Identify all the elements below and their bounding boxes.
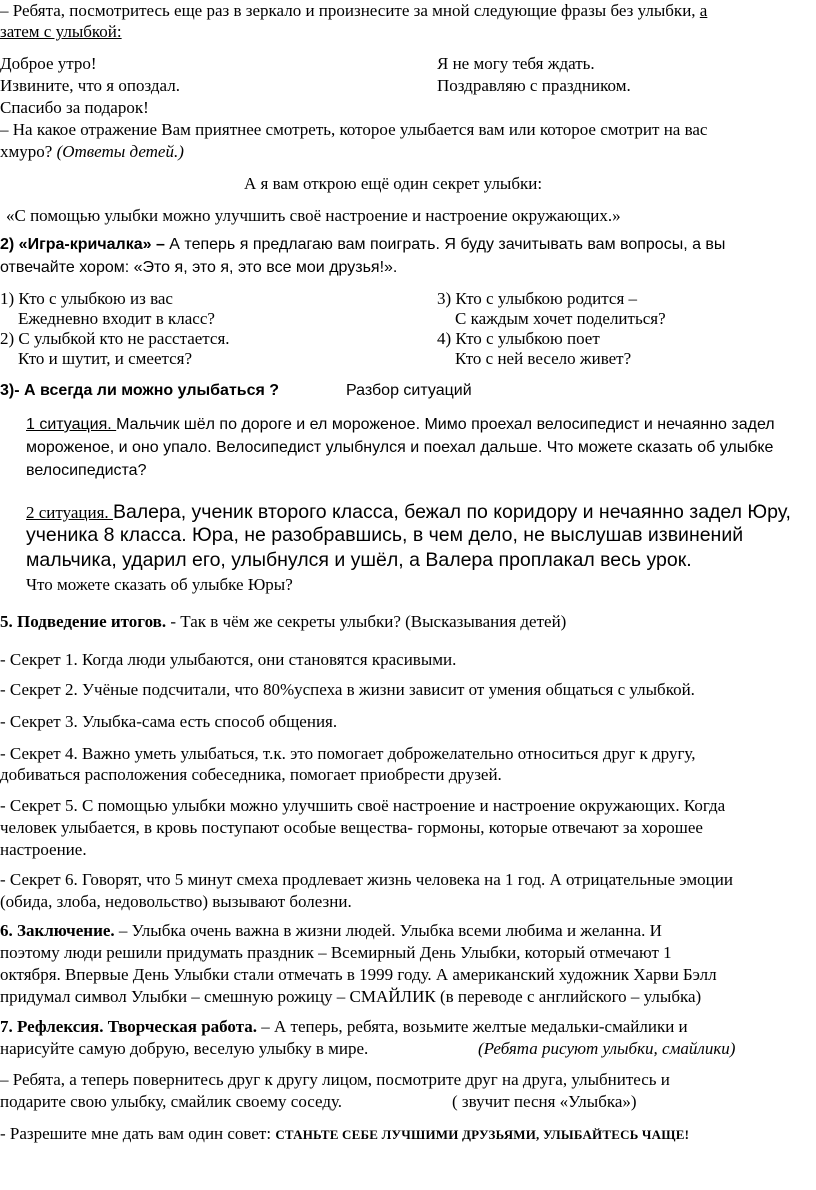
secret-intro: А я вам открою ещё один секрет улыбки: bbox=[244, 174, 543, 193]
phrase-left-2: Извините, что я опоздал. bbox=[0, 76, 180, 95]
situation2-line-1 bbox=[26, 500, 791, 524]
situation1-label: 1 ситуация. bbox=[26, 416, 117, 433]
secret-6-line-2: (обида, злоба, недовольство) вызывают болезни. bbox=[0, 892, 352, 911]
closing-line-1: – Ребята, а теперь повернитесь друг к другу лицом, посмотрите друг на друга, улыбнитесь и bbox=[0, 1070, 670, 1089]
question-left-1: 1) Кто с улыбкою из вас bbox=[0, 289, 173, 308]
secret-6-line-1: - Секрет 6. Говорят, что 5 минут смеха продлевает жизнь человека на 1 год. А отрицательные эмоции bbox=[0, 870, 733, 889]
question-right-3: 4) Кто с улыбкою поет bbox=[437, 329, 600, 348]
intro-line-2: затем с улыбкой: bbox=[0, 22, 122, 41]
section7-line-2: нарисуйте самую добрую, веселую улыбку в мире. bbox=[0, 1039, 369, 1058]
section7-line-1 bbox=[0, 1017, 688, 1037]
situation1-line-2: мороженое, и оно упало. Велосипедист улыбнулся и поехал дальше. Что можете сказать об улыбке bbox=[26, 439, 774, 456]
question-right-1: 3) Кто с улыбкою родится – bbox=[437, 289, 638, 308]
section6-line-4: придумал символ Улыбки – смешную рожицу – СМАЙЛИК (в переводе с английского – улыбка) bbox=[0, 987, 702, 1006]
section5-line bbox=[0, 612, 566, 632]
section6-title: 6. Заключение. bbox=[0, 921, 115, 940]
secret-4-line-1: - Секрет 4. Важно уметь улыбаться, т.к. это помогает доброжелательно относиться друг к другу, bbox=[0, 744, 696, 763]
section3-subtitle: Разбор ситуаций bbox=[346, 382, 472, 399]
question-line-1: – На какое отражение Вам приятнее смотреть, которое улыбается вам или которое смотрит на вас bbox=[0, 120, 708, 139]
secret-1: - Секрет 1. Когда люди улыбаются, они становятся красивыми. bbox=[0, 650, 457, 669]
game-line-2: отвечайте хором: «Это я, это я, это все мои друзья!». bbox=[0, 259, 398, 276]
situation2-line-4: Что можете сказать об улыбке Юры? bbox=[26, 575, 293, 594]
secret-5-line-2: человек улыбается, в кровь поступают особые вещества- гормоны, которые отвечают за хорошее bbox=[0, 818, 703, 837]
situation2-label: 2 ситуация. bbox=[26, 503, 113, 522]
situation2-line-3: мальчика, ударил его, улыбнулся и ушёл, а Валера проплакал весь урок. bbox=[26, 549, 692, 571]
question-line-2 bbox=[0, 142, 184, 162]
closing-line-2: подарите свою улыбку, смайлик своему соседу. bbox=[0, 1092, 343, 1111]
game-title: 2) «Игра-кричалка» – bbox=[0, 236, 165, 253]
question-left-3: 2) С улыбкой кто не расстается. bbox=[0, 329, 230, 348]
situation2-line-2: ученика 8 класса. Юра, не разобравшись, в чем дело, не выслушав извинений bbox=[26, 524, 744, 546]
game-line-1 bbox=[0, 235, 725, 255]
section6-text: – Улыбка очень важна в жизни людей. Улыбка всеми любима и желанна. И bbox=[114, 921, 662, 940]
secret-2: - Секрет 2. Учёные подсчитали, что 80%успеха в жизни зависит от умения общаться с улыбкой. bbox=[0, 680, 695, 699]
advice-caps: СТАНЬТЕ СЕБЕ ЛУЧШИМИ ДРУЗЬЯМИ, УЛЫБАЙТЕСЬ ЧАЩЕ! bbox=[275, 1127, 690, 1142]
section7-note: (Ребята рисуют улыбки, смайлики) bbox=[478, 1039, 736, 1058]
intro-line-1 bbox=[0, 1, 707, 21]
secret-5-line-3: настроение. bbox=[0, 840, 87, 859]
section6-line-1 bbox=[0, 921, 662, 941]
secret-quote: «С помощью улыбки можно улучшить своё настроение и настроение окружающих.» bbox=[6, 206, 621, 225]
intro-underlined: а bbox=[699, 1, 708, 20]
question-left-2: Ежедневно входит в класс? bbox=[18, 309, 215, 328]
section7-text: – А теперь, ребята, возьмите желтые медальки-смайлики и bbox=[257, 1017, 688, 1036]
advice-line bbox=[0, 1124, 689, 1145]
phrase-left-3: Спасибо за подарок! bbox=[0, 98, 149, 117]
question-left-4: Кто и шутит, и смеется? bbox=[18, 349, 193, 368]
game-text: А теперь я предлагаю вам поиграть. Я буду зачитывать вам вопросы, а вы bbox=[164, 236, 726, 253]
section5-title: 5. Подведение итогов. bbox=[0, 612, 167, 631]
secret-4-line-2: добиваться расположения собеседника, помогает приобрести друзей. bbox=[0, 765, 502, 784]
secret-5-line-1: - Секрет 5. С помощью улыбки можно улучшить своё настроение и настроение окружающих. Когда bbox=[0, 796, 726, 815]
section6-line-3: октября. Впервые День Улыбки стали отмечать в 1999 году. А американский художник Харви Бэлл bbox=[0, 965, 717, 984]
section3-title: 3)- А всегда ли можно улыбаться ? bbox=[0, 382, 280, 399]
situation1-line-1 bbox=[26, 415, 775, 435]
section7-title: 7. Рефлексия. Творческая работа. bbox=[0, 1017, 258, 1036]
question-note: (Ответы детей.) bbox=[56, 142, 184, 161]
section6-line-2: поэтому люди решили придумать праздник – Всемирный День Улыбки, который отмечают 1 bbox=[0, 943, 672, 962]
situation1-text: Мальчик шёл по дороге и ел мороженое. Мимо проехал велосипедист и нечаянно задел bbox=[116, 416, 775, 433]
closing-note: ( звучит песня «Улыбка») bbox=[452, 1092, 637, 1111]
advice-text: - Разрешите мне дать вам один совет: bbox=[0, 1124, 276, 1143]
question-text: хмуро? bbox=[0, 142, 57, 161]
question-right-2: С каждым хочет поделиться? bbox=[455, 309, 666, 328]
phrase-right-1: Я не могу тебя ждать. bbox=[437, 54, 595, 73]
section5-text: - Так в чём же секреты улыбки? (Высказывания детей) bbox=[166, 612, 567, 631]
phrase-left-1: Доброе утро! bbox=[0, 54, 97, 73]
situation1-line-3: велосипедиста? bbox=[26, 462, 147, 479]
intro-text: – Ребята, посмотритесь еще раз в зеркало и произнесите за мной следующие фразы без улыбки, bbox=[0, 1, 700, 20]
secret-3: - Секрет 3. Улыбка-сама есть способ общения. bbox=[0, 712, 338, 731]
situation2-text: Валера, ученик второго класса, бежал по коридору и нечаянно задел Юру, bbox=[112, 501, 791, 523]
question-right-4: Кто с ней весело живет? bbox=[455, 349, 632, 368]
phrase-right-2: Поздравляю с праздником. bbox=[437, 76, 631, 95]
